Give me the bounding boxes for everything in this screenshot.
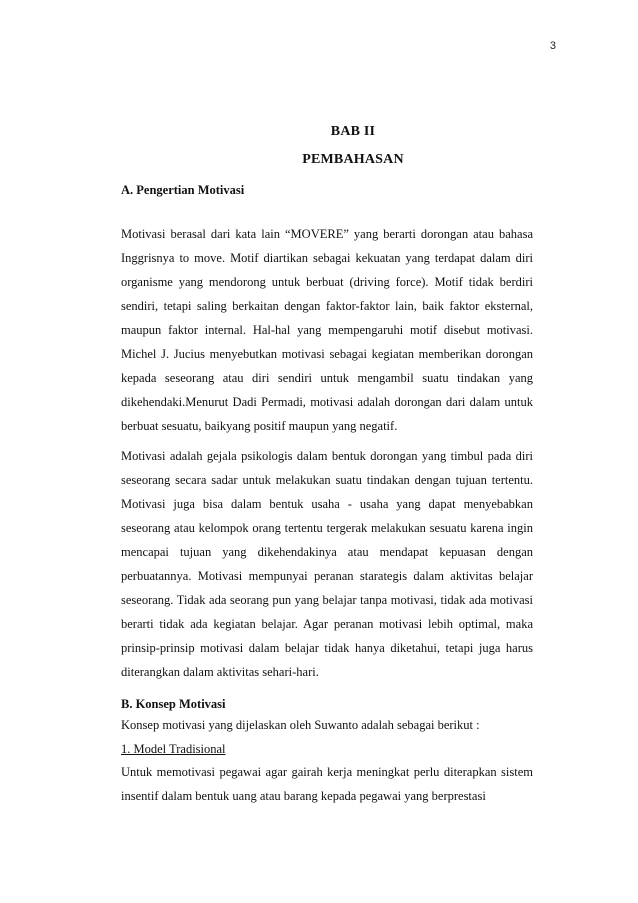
page-number: 3 xyxy=(549,40,556,52)
chapter-label: BAB II xyxy=(330,124,376,139)
section-a-heading: A. Pengertian Motivasi xyxy=(121,183,245,197)
section-a-paragraph-1: Motivasi berasal dari kata lain “MOVERE” yang berarti dorongan atau bahasa Inggrisnya to move. Motif diartikan sebagai kekuatan yang terdapat dalam diri organisme yang mendorong untuk berbuat (driving force). Motif tidak berdiri sendiri, tetapi saling berkaitan dengan faktor-faktor lain, baik faktor eksternal, maupun faktor internal. Hal-hal yang mempengaruhi motif disebut motivasi. Michel J. Jucius menyebutkan motivasi sebagai kegiatan memberikan dorongan kepada seseorang atau diri sendiri untuk mengambil suatu tindakan yang dikehendaki.Menurut Dadi Permadi, motivasi adalah dorongan dari dalam untuk berbuat sesuatu, baikyang positif maupun yang negatif. xyxy=(121,227,533,433)
section-b-intro: Konsep motivasi yang dijelaskan oleh Suwanto adalah sebagai berikut : xyxy=(121,718,480,732)
section-b-paragraph: Untuk memotivasi pegawai agar gairah kerja meningkat perlu diterapkan sistem insentif dalam bentuk uang atau barang kepada pegawai yang berprestasi xyxy=(121,765,533,803)
section-b-heading: B. Konsep Motivasi xyxy=(121,697,226,711)
chapter-title: PEMBAHASAN xyxy=(302,152,404,167)
section-b-subheading: 1. Model Tradisional xyxy=(121,742,226,756)
section-a-paragraph-2: Motivasi adalah gejala psikologis dalam bentuk dorongan yang timbul pada diri seseorang secara sadar untuk melakukan suatu tindakan dengan tujuan tertentu. Motivasi juga bisa dalam bentuk usaha - usaha yang dapat menyebabkan seseorang atau kelompok orang tertentu tergerak melakukan sesuatu karena ingin mencapai tujuan yang dikehendakinya atau mendapat kepuasan dengan perbuatannya. Motivasi mempunyai peranan starategis dalam aktivitas belajar seseorang. Tidak ada seorang pun yang belajar tanpa motivasi, tidak ada motivasi berarti tidak ada kegiatan belajar. Agar peranan motivasi lebih optimal, maka prinsip-prinsip motivasi dalam belajar tidak hanya diketahui, tetapi juga harus diterangkan dalam aktivitas sehari-hari. xyxy=(121,449,533,679)
